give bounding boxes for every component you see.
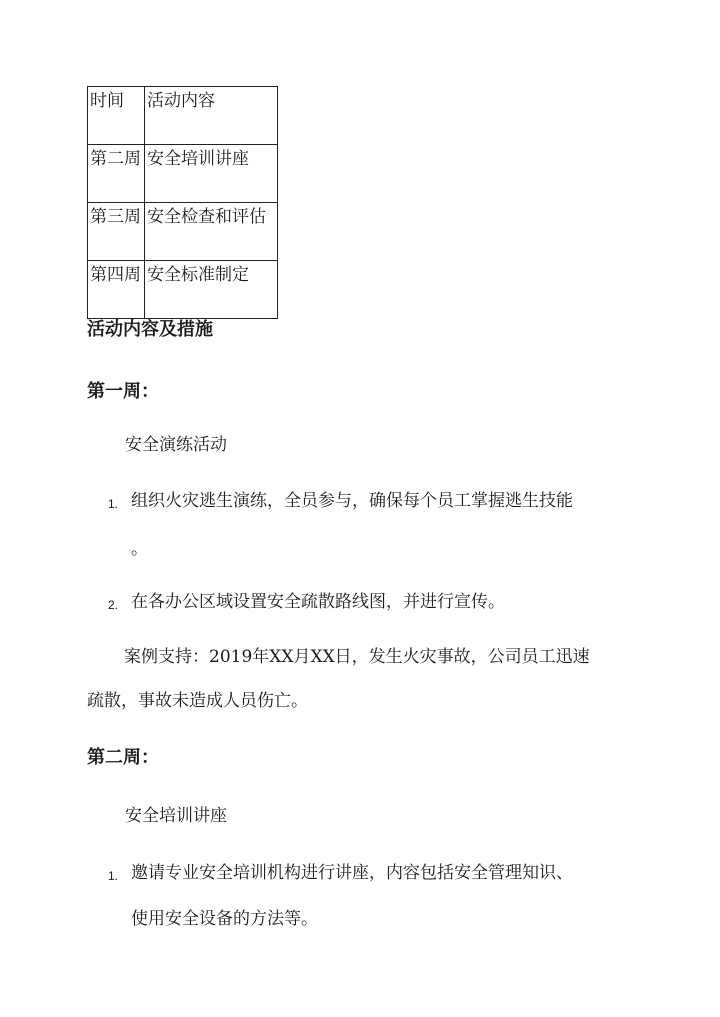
case-support-text-continuation: 疏散，事故未造成人员伤亡。 [87, 691, 308, 711]
list-number: 1. [108, 497, 119, 511]
table-row [88, 261, 278, 319]
schedule-table [87, 86, 278, 319]
list-number: 1. [108, 869, 119, 883]
table-cell: 活动内容 [145, 87, 278, 145]
section-title: 活动内容及措施 [87, 319, 213, 340]
list-item: 邀请专业安全培训机构进行讲座，内容包括安全管理知识、 [131, 863, 573, 883]
table-cell: 第四周 [88, 261, 145, 319]
table-row [88, 145, 278, 203]
case-support-text: 案例支持：2019年XX月XX日，发生火灾事故，公司员工迅速 [124, 647, 590, 667]
list-number: 2. [108, 598, 119, 612]
week2-heading: 第二周： [87, 747, 159, 768]
table-row [88, 87, 278, 145]
table-cell: 时间 [88, 87, 145, 145]
week1-heading: 第一周： [87, 381, 159, 402]
list-item-continuation: 。 [131, 539, 148, 559]
table-cell: 第二周 [88, 145, 145, 203]
week2-subheading: 安全培训讲座 [125, 806, 227, 826]
table-cell: 第三周 [88, 203, 145, 261]
table-cell: 安全标准制定 [145, 261, 278, 319]
list-item: 在各办公区域设置安全疏散路线图，并进行宣传。 [131, 592, 505, 612]
table-row [88, 203, 278, 261]
table-cell: 安全检查和评估 [145, 203, 278, 261]
table-cell: 安全培训讲座 [145, 145, 278, 203]
list-item: 组织火灾逃生演练，全员参与，确保每个员工掌握逃生技能 [131, 491, 573, 511]
week1-subheading: 安全演练活动 [125, 435, 227, 455]
list-item-continuation: 使用安全设备的方法等。 [131, 909, 318, 929]
